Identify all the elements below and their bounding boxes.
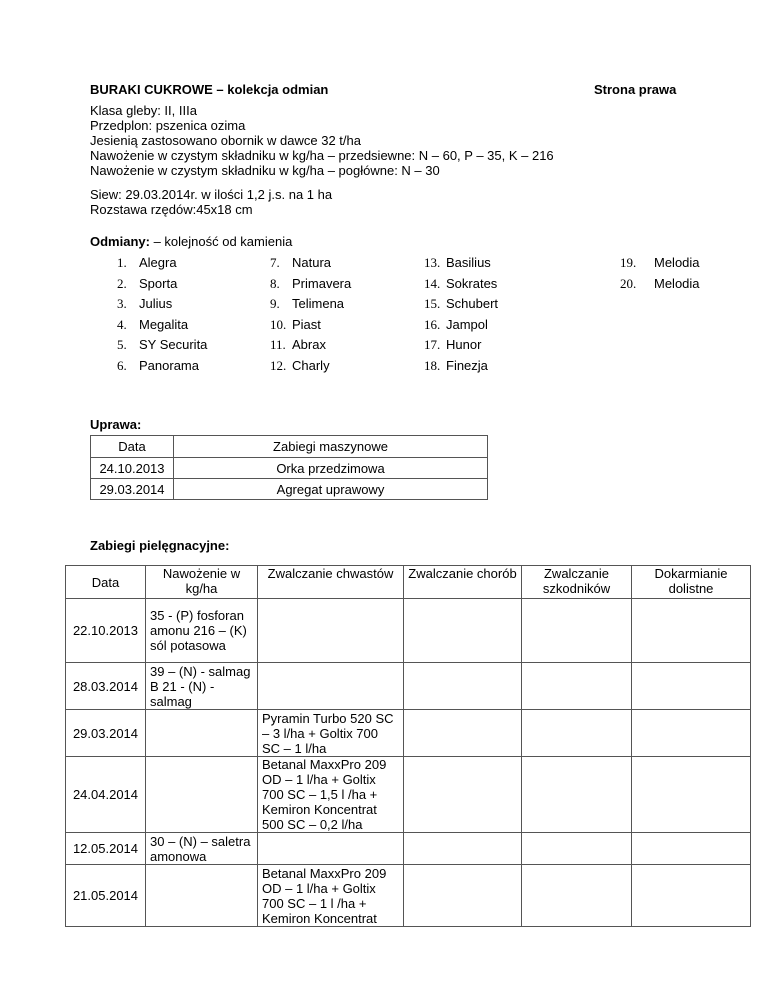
variety-item: 10.: [270, 317, 287, 332]
info-line: Jesienią zastosowano obornik w dawce 32 t/ha: [90, 133, 361, 148]
variety-name: Hunor: [446, 337, 482, 352]
table-row: [66, 833, 751, 865]
variety-item: 2.: [117, 276, 127, 291]
variety-item: 7.: [270, 255, 280, 270]
weed-control-cell: [258, 663, 404, 710]
sowing-line: Siew: 29.03.2014r. w ilości 1,2 j.s. na 1 ha: [90, 187, 333, 202]
table-cell: Agregat uprawowy: [174, 479, 488, 500]
foliar-feeding-cell: [632, 710, 751, 757]
column-header: Nawożenie w kg/ha: [146, 566, 258, 599]
table-row: [66, 710, 751, 757]
table-row: [66, 757, 751, 833]
variety-name: Jampol: [446, 317, 488, 332]
variety-item: 13.: [424, 255, 441, 270]
variety-name: Telimena: [292, 296, 345, 311]
variety-item: 3.: [117, 296, 127, 311]
table-cell: Orka przedzimowa: [174, 458, 488, 479]
column-header: Zwalczanie szkodników: [522, 566, 632, 599]
variety-name: Melodia: [654, 276, 700, 291]
variety-name: Schubert: [446, 296, 499, 311]
foliar-feeding-cell: [632, 599, 751, 663]
fertilization-cell: [146, 865, 258, 927]
variety-name: Sokrates: [446, 276, 498, 291]
care-table: [65, 565, 751, 927]
variety-item: 17.: [424, 337, 441, 352]
info-line: Przedplon: pszenica ozima: [90, 118, 246, 133]
disease-control-cell: [404, 599, 522, 663]
variety-name: Sporta: [139, 276, 178, 291]
disease-control-cell: [404, 663, 522, 710]
table-row: [91, 479, 488, 500]
variety-name: Natura: [292, 255, 332, 270]
table-header-row: [66, 566, 751, 599]
weed-control-cell: [258, 599, 404, 663]
table-row: [66, 599, 751, 663]
column-header: Data: [66, 566, 146, 599]
date-cell: 22.10.2013: [66, 599, 146, 663]
variety-name: Finezja: [446, 358, 488, 373]
pest-control-cell: [522, 833, 632, 865]
variety-item: 18.: [424, 358, 441, 373]
fertilization-cell: [146, 757, 258, 833]
variety-item: 11.: [270, 337, 286, 352]
variety-item: 4.: [117, 317, 127, 332]
table-row: [66, 865, 751, 927]
page-side-label: Strona prawa: [594, 82, 677, 97]
weed-control-cell: Betanal MaxxPro 209 OD – 1 l/ha + Goltix 700 SC – 1 l /ha + Kemiron Koncentrat: [258, 865, 404, 927]
foliar-feeding-cell: [632, 865, 751, 927]
variety-item: 15.: [424, 296, 441, 311]
variety-item: 1.: [117, 255, 127, 270]
table-cell: 24.10.2013: [91, 458, 174, 479]
variety-name: Abrax: [292, 337, 326, 352]
info-line: Klasa gleby: II, IIIa: [90, 103, 197, 118]
variety-name: Charly: [292, 358, 330, 373]
varieties-note: – kolejność od kamienia: [149, 234, 293, 249]
info-line: Nawożenie w czystym składniku w kg/ha – pogłówne: N – 30: [90, 163, 440, 178]
variety-name: SY Securita: [139, 337, 208, 352]
info-line: Nawożenie w czystym składniku w kg/ha – przedsiewne: N – 60, P – 35, K – 216: [90, 148, 554, 163]
variety-name: Piast: [292, 317, 321, 332]
varieties-label: Odmiany:: [90, 234, 150, 249]
foliar-feeding-cell: [632, 833, 751, 865]
disease-control-cell: [404, 757, 522, 833]
date-cell: 12.05.2014: [66, 833, 146, 865]
column-header: Zabiegi maszynowe: [174, 436, 488, 458]
tillage-table: [90, 435, 488, 500]
date-cell: 29.03.2014: [66, 710, 146, 757]
variety-name: Julius: [139, 296, 173, 311]
pest-control-cell: [522, 663, 632, 710]
variety-item: 6.: [117, 358, 127, 373]
weed-control-cell: Pyramin Turbo 520 SC – 3 l/ha + Goltix 700 SC – 1 l/ha: [258, 710, 404, 757]
tillage-label: Uprawa:: [90, 417, 142, 432]
fertilization-cell: 30 – (N) – saletra amonowa: [146, 833, 258, 865]
variety-name: Basilius: [446, 255, 491, 270]
pest-control-cell: [522, 710, 632, 757]
column-header: Data: [91, 436, 174, 458]
column-header: Zwalczanie chwastów: [258, 566, 404, 599]
variety-name: Melodia: [654, 255, 700, 270]
variety-name: Megalita: [139, 317, 189, 332]
weed-control-cell: [258, 833, 404, 865]
weed-control-cell: Betanal MaxxPro 209 OD – 1 l/ha + Goltix 700 SC – 1,5 l /ha + Kemiron Koncentrat 500 SC – 0,2 l/ha: [258, 757, 404, 833]
variety-name: Alegra: [139, 255, 177, 270]
date-cell: 21.05.2014: [66, 865, 146, 927]
table-header-row: [91, 436, 488, 458]
info-block: [90, 103, 554, 178]
variety-item: 14.: [424, 276, 441, 291]
pest-control-cell: [522, 599, 632, 663]
disease-control-cell: [404, 865, 522, 927]
table-row: [66, 663, 751, 710]
variety-item: 19.: [620, 255, 637, 270]
date-cell: 28.03.2014: [66, 663, 146, 710]
variety-item: 16.: [424, 317, 441, 332]
fertilization-cell: 39 – (N) - salmag B 21 - (N) - salmag: [146, 663, 258, 710]
foliar-feeding-cell: [632, 757, 751, 833]
page-title: BURAKI CUKROWE – kolekcja odmian: [90, 82, 329, 97]
fertilization-cell: [146, 710, 258, 757]
variety-name: Panorama: [139, 358, 199, 373]
foliar-feeding-cell: [632, 663, 751, 710]
variety-item: 5.: [117, 337, 127, 352]
fertilization-cell: 35 - (P) fosforan amonu 216 – (K) sól potasowa: [146, 599, 258, 663]
care-label: Zabiegi pielęgnacyjne:: [90, 538, 230, 553]
table-cell: 29.03.2014: [91, 479, 174, 500]
variety-item: 9.: [270, 296, 280, 311]
table-row: [91, 458, 488, 479]
variety-item: 8.: [270, 276, 280, 291]
date-cell: 24.04.2014: [66, 757, 146, 833]
pest-control-cell: [522, 757, 632, 833]
disease-control-cell: [404, 833, 522, 865]
disease-control-cell: [404, 710, 522, 757]
variety-item: 20.: [620, 276, 637, 291]
column-header: Zwalczanie chorób: [404, 566, 522, 599]
variety-name: Primavera: [292, 276, 352, 291]
column-header: Dokarmianie dolistne: [632, 566, 751, 599]
sowing-block: [90, 187, 332, 217]
sowing-line: Rozstawa rzędów:45x18 cm: [90, 202, 253, 217]
varieties-heading: [90, 234, 292, 249]
variety-item: 12.: [270, 358, 287, 373]
pest-control-cell: [522, 865, 632, 927]
